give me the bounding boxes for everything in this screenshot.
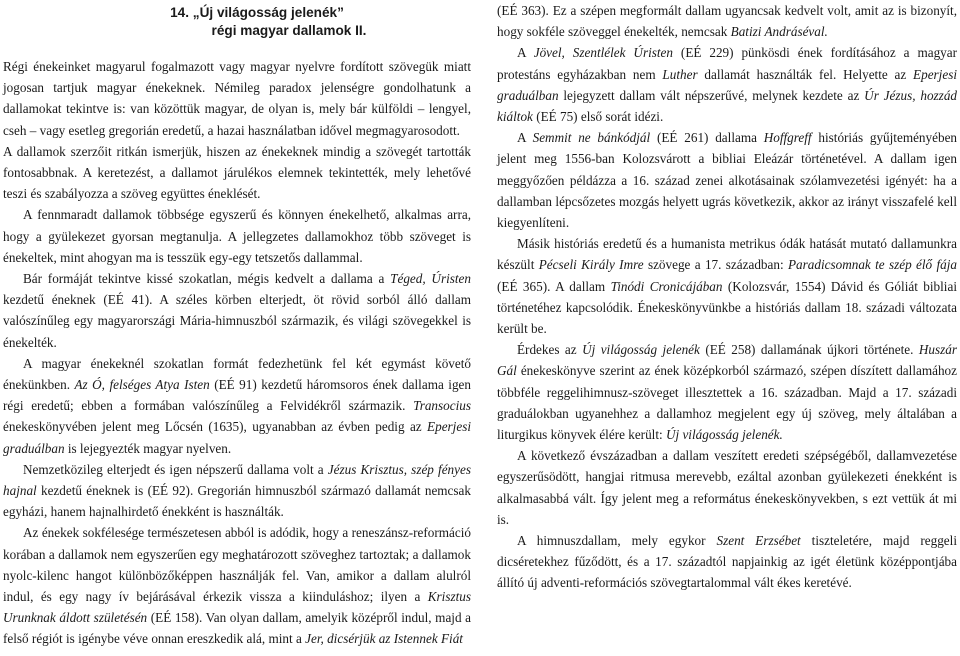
italic-text: Tinódi Cronicájában — [610, 278, 723, 294]
paragraph — [497, 42, 957, 127]
italic-text: Új világosság jelenék. — [665, 427, 783, 443]
text-run: (EÉ 229) pünkösdi ének fordításához a magyar protestáns egyházakban nem — [497, 45, 957, 82]
paragraph — [497, 0, 957, 42]
paragraph — [497, 445, 957, 530]
text-run: Az énekek sokfélesége természetesen abból is adódik, hogy a reneszánsz-reformáció korában a dallamok nem egyszerűen egy meghatározott szöveghez tartoztak; a dallamok nyolc-kilenc hangot különbözőképpen használják fel. Van, amikor a dallam alulról indul, és egy nagy ív bejárásával érkezik vissza a kiinduláshoz; ilyen a — [3, 525, 471, 605]
left-column — [3, 0, 471, 650]
paragraph — [497, 530, 957, 594]
italic-text: Paradicsomnak te szép élő fája — [787, 257, 957, 273]
text-run: kezdetű éneknek is (EÉ 92). Gregorián himnuszból származó dallamát nemcsak egyházi, hanem hajnalhirdető énekként is használták. — [3, 483, 471, 520]
text-run: lejegyzett dallam vált népszerűvé, melynek kezdete az — [558, 87, 865, 103]
paragraph — [3, 56, 471, 141]
text-run: Másik históriás eredetű és a humanista metrikus ódák hatását mutató dallamunkra készült — [497, 236, 957, 273]
heading-subtitle: régi magyar dallamok II. — [211, 23, 367, 38]
italic-text: Jer, dicsérjük az Istennek Fiát — [305, 631, 463, 647]
italic-text: Jézus Krisztus, szép fényes hajnal — [3, 461, 471, 499]
italic-text: Semmit ne bánkódjál — [532, 130, 651, 146]
paragraph — [3, 268, 471, 353]
text-run: (Kolozsvár, 1554) Dávid és Góliát bibliai történetéhez kapcsolódik. Énekeskönyvünkbe a históriás dallam 18. századi változata került be. — [497, 278, 957, 337]
text-run: (EÉ 91) kezdetű háromsoros ének dallama igen régi eredetű; ebben a formában valószínűleg a Felvidékről származik. — [3, 377, 471, 414]
paragraph — [497, 233, 957, 339]
right-column — [497, 0, 957, 594]
text-run: Régi énekeinket magyarul fogalmazott vagy magyar nyelvre fordított szövegük miatt jogosan tartjuk magyar énekeknek. Némileg paradox jelenségre gondolhatunk a dallamokat tekintve is: van közöttük magyar, de olyan is, mely bár külföldi – lengyel, cseh – vagy esetleg gregorián eredetű, a hazai használatban idővel megmagyarosodott. — [3, 59, 471, 138]
text-run: (EÉ 258) dallamának újkori története. — [699, 342, 919, 358]
text-run: Érdekes az — [517, 342, 583, 358]
italic-text: Szent Erzsébet — [716, 533, 801, 549]
italic-text: Úr Jézus, hozzád kiáltok — [497, 87, 958, 125]
paragraph — [3, 522, 471, 649]
italic-text: Krisztus Urunknak áldott születésén — [3, 589, 471, 626]
paragraph — [3, 459, 471, 523]
heading-spacer — [3, 40, 471, 56]
text-run: A — [517, 45, 534, 61]
italic-text: Jövel, Szentlélek Úristen — [533, 45, 673, 61]
italic-text: Az Ó, felséges Atya Isten — [74, 377, 210, 393]
italic-text: Batizi Andráséval. — [730, 24, 828, 40]
paragraph — [3, 353, 471, 459]
text-run: kezdetű éneknek (EÉ 41). A széles körben elterjedt, öt rövid sorból álló dallam valószínűleg egy magyarországi Mária-himnuszból származik, és világi szövegekkel is énekelték. — [3, 292, 471, 350]
text-run: A következő évszázadban a dallam veszített eredeti szépségéből, dallamvezetése egyszerűsödött, hangjai ritmusa merevebb, ezáltal azonban gyülekezeti énekként is alkalmasabbá vált. Így jelent meg a református énekeskönyvekben, s ezt vettük át mi is. — [497, 448, 957, 527]
text-run: (EÉ 363). Ez a szépen megformált dallam ugyancsak kedvelt volt, amit az is bizonyít, hogy sokféle szöveggel énekelték, nemcsak — [497, 3, 957, 40]
section-heading — [43, 0, 471, 40]
text-run: A — [517, 130, 533, 146]
italic-text: Téged, Úristen — [390, 271, 471, 287]
text-run: tiszteletére, majd reggeli dicséretekhez fűződött, és a 17. századtól napjainkig az igét életünk középpontjába állító új adventi-reformációs szövegtartalommal vált ékes keretévé. — [497, 533, 957, 591]
italic-text: Eperjesi graduálban — [3, 419, 471, 456]
italic-text: Huszár Gál — [497, 342, 957, 379]
text-run: szövege a 17. században: — [643, 257, 788, 273]
text-run: énekeskönyvében jelent meg Lőcsén (1635), ugyanabban az évben pedig az — [3, 419, 428, 435]
italic-text: Eperjesi graduálban — [497, 66, 957, 103]
heading-title: 14. „Új világosság jelenék” — [170, 5, 344, 20]
text-run: (EÉ 261) dallama — [650, 130, 764, 146]
text-run: énekeskönyve szerint az ének középkorból származó, szépen díszített dallamához többféle reggelihimnusz-szöveget illesztettek a 16. században. Majd a 17. századi graduálokban ugyanehhez a dallamhoz megjelent egy új szöveg, mely általában a liturgikus könyvek élére került: — [497, 363, 957, 443]
paragraph — [3, 204, 471, 268]
paragraph — [497, 127, 957, 233]
text-run: A fennmaradt dallamok többsége egyszerű és könnyen énekelhető, alkalmas arra, hogy a gyülekezet gyorsan megtanulja. A jellegzetes dallamokhoz több szöveget is énekeltek, mint ahogyan ma is tesszük egy-egy tetszetős dallammal. — [3, 207, 471, 265]
text-run: (EÉ 75) első sorát idézi. — [532, 109, 664, 125]
text-run: is lejegyezték magyar nyelven. — [64, 440, 232, 456]
italic-text: Luther — [662, 66, 698, 82]
text-run: A dallamok szerzőit ritkán ismerjük, hiszen az énekeknek mindig a szövegét tartották fontosabbnak. A keretezést, a dallamot járulékos elemnek tekintették, mely lehetővé teszi és szabályozza a szöveg együttes éneklését. — [3, 143, 471, 202]
italic-text: Új világosság jelenék — [582, 342, 700, 358]
text-run: (EÉ 365). A dallam — [497, 278, 611, 294]
italic-text: Hoffgreff — [763, 130, 812, 146]
text-run: históriás gyűjteményében jelent meg 1556-ban Kolozsvárott a bibliai Eleázár történetével. A dallam igen meggyőzően példázza a 16. század zenei alkotásainak szólamvezetési igényét: ha a dallamban lépcsőzetes mozgás helyett ugrás következik, akkor az irányt visszafelé kell kiegyenlíteni. — [497, 130, 958, 231]
text-run: (EÉ 158). Van olyan dallam, amelyik középről indul, majd a felső régiót is igénybe véve onnan ereszkedik alá, mint a — [3, 610, 471, 647]
paragraph — [497, 339, 957, 445]
text-run: dallamát használták fel. Helyette az — [697, 66, 914, 82]
paragraph — [3, 141, 471, 205]
text-run: A himnuszdallam, mely egykor — [517, 533, 717, 549]
italic-text: Pécseli Király Imre — [538, 257, 644, 273]
right-column-body — [497, 0, 957, 594]
italic-text: Transocius — [413, 398, 471, 414]
text-run: A magyar énekeknél szokatlan formát fedezhetünk fel két egymást követő énekünkben. — [3, 355, 471, 393]
left-column-body — [3, 56, 471, 650]
text-run: Bár formáját tekintve kissé szokatlan, mégis kedvelt a dallama a — [23, 271, 391, 287]
text-run: Nemzetközileg elterjedt és igen népszerű dallama volt a — [23, 461, 328, 477]
